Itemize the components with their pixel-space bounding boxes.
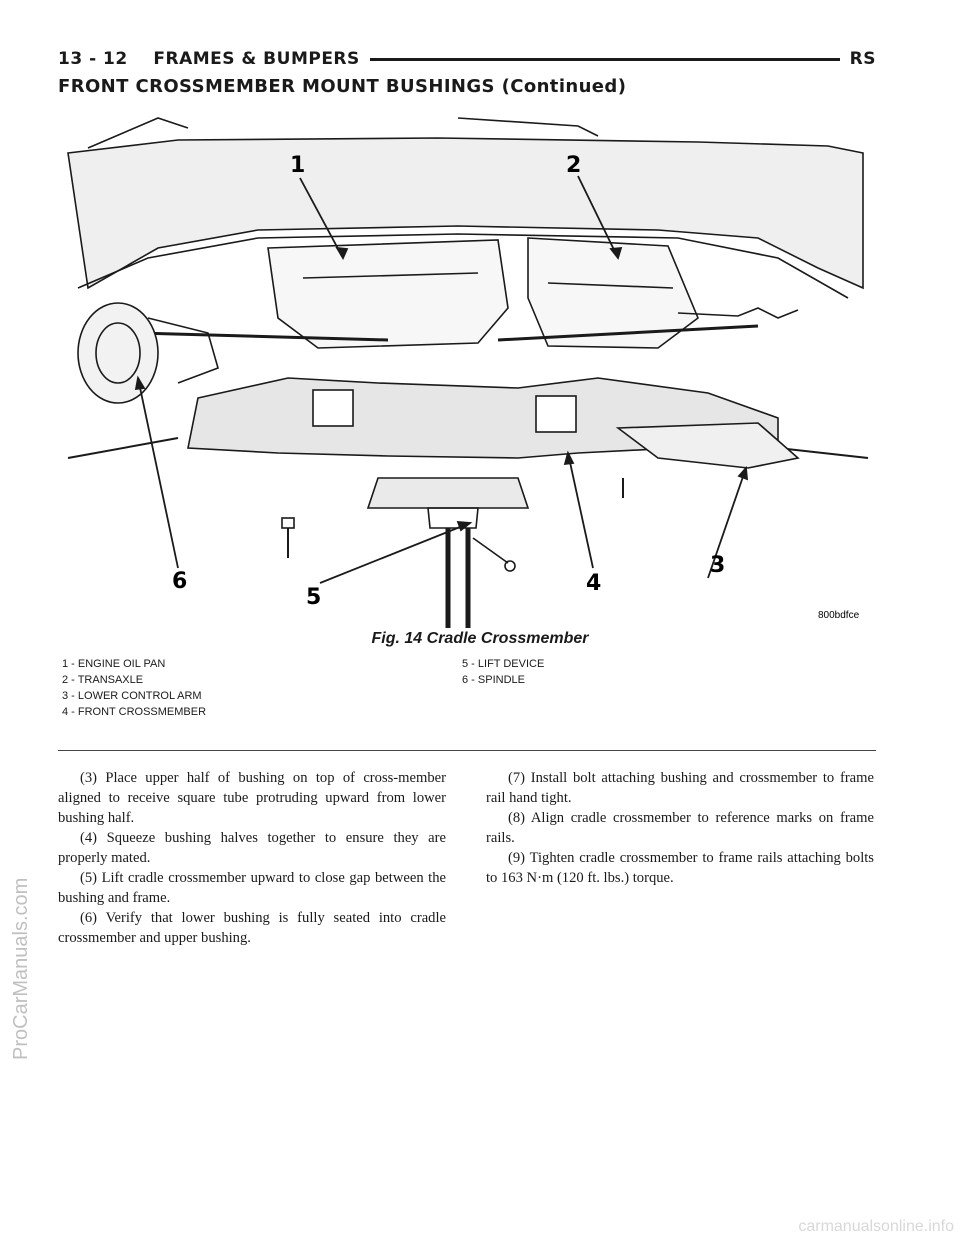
figure-illustration: [58, 108, 876, 628]
legend-column-2: [462, 656, 544, 688]
footer-url: carmanualsonline.info: [798, 1218, 954, 1235]
callout-6: 6: [172, 569, 188, 594]
body-column-right: [486, 768, 874, 888]
header-rule: [370, 58, 840, 61]
step-7: (7) Install bolt attaching bushing and crossmember to frame rail hand tight.: [486, 770, 874, 806]
step-6: (6) Verify that lower bushing is fully seated into cradle crossmember and upper bushing.: [58, 910, 446, 946]
step-3: (3) Place upper half of bushing on top of cross-member aligned to receive square tube protruding upward from lower bushing half.: [58, 770, 446, 826]
legend-item: 4 - FRONT CROSSMEMBER: [62, 706, 207, 718]
callout-2: 2: [566, 153, 582, 178]
side-watermark: ProCarManuals.com: [10, 877, 32, 1060]
legend-item: 6 - SPINDLE: [462, 674, 525, 686]
page-header-right: RS: [849, 49, 876, 69]
legend-item: 2 - TRANSAXLE: [62, 674, 144, 686]
figure-legend: [62, 656, 862, 726]
callout-3: 3: [710, 553, 726, 578]
page-header-left: 13 - 12 FRAMES & BUMPERS: [58, 49, 360, 69]
figure-caption: Fig. 14 Cradle Crossmember: [371, 630, 589, 647]
callout-1: 1: [290, 153, 306, 178]
callout-5: 5: [306, 585, 322, 610]
legend-item: 5 - LIFT DEVICE: [462, 658, 545, 670]
legend-item: 1 - ENGINE OIL PAN: [62, 658, 166, 670]
cradle-crossmember-figure: [58, 108, 876, 628]
page-header: [58, 46, 876, 72]
step-8: (8) Align cradle crossmember to reference marks on frame rails.: [486, 810, 874, 846]
figure-id: 800bdfce: [818, 610, 860, 621]
body-column-left: [58, 768, 446, 948]
section-title: FRONT CROSSMEMBER MOUNT BUSHINGS (Continued): [58, 76, 627, 97]
legend-item: 3 - LOWER CONTROL ARM: [62, 690, 202, 702]
step-9: (9) Tighten cradle crossmember to frame rails attaching bolts to 163 N·m (120 ft. lbs.) torque.: [486, 850, 874, 886]
callout-4: 4: [586, 571, 602, 596]
step-5: (5) Lift cradle crossmember upward to close gap between the bushing and frame.: [58, 870, 446, 906]
legend-column-1: [62, 656, 206, 720]
section-divider: [58, 750, 876, 751]
step-4: (4) Squeeze bushing halves together to ensure they are properly mated.: [58, 830, 446, 866]
